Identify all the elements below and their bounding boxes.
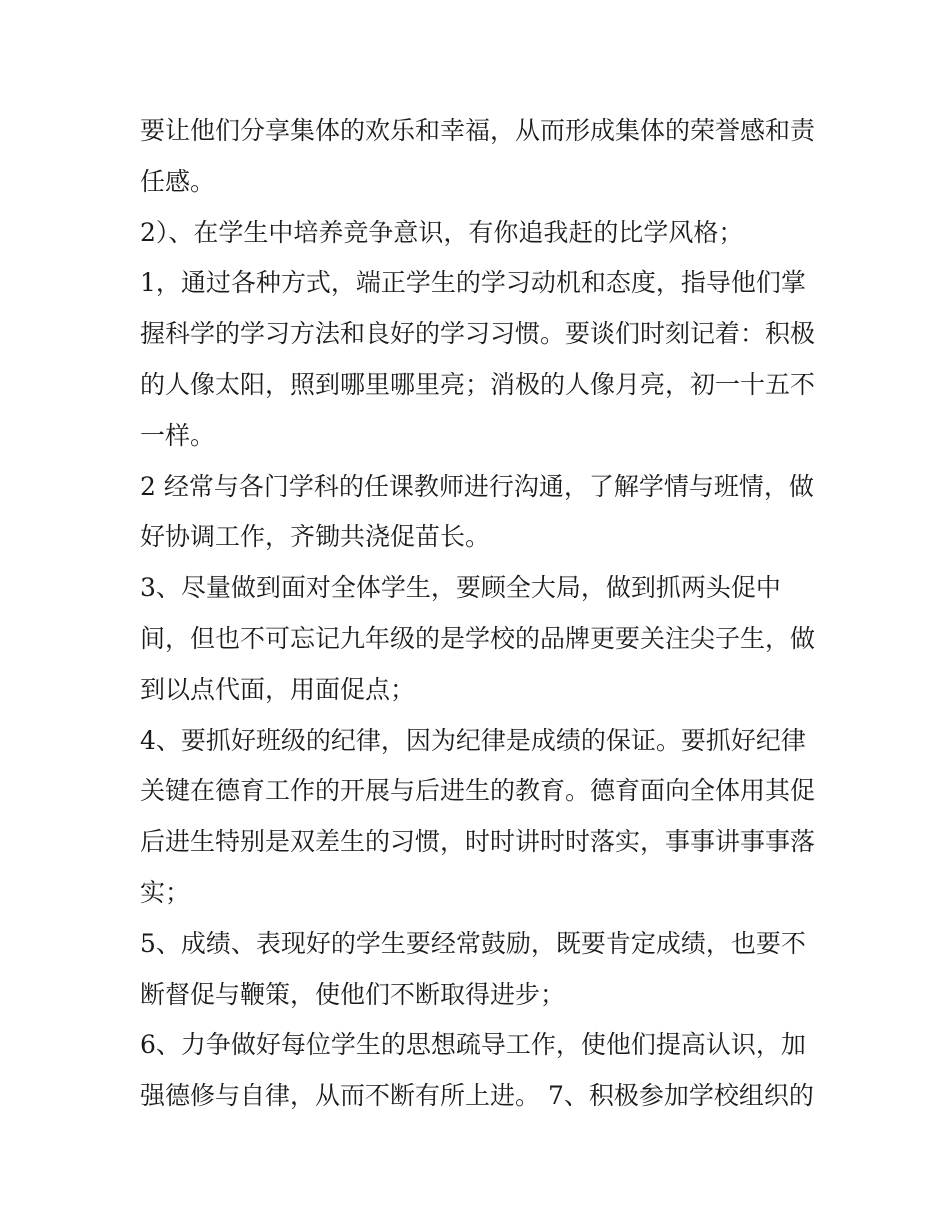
text-line: 间，但也不可忘记九年级的是学校的品牌更要关注尖子生，做 [140,623,816,653]
text-line: 后进生特别是双差生的习惯，时时讲时时落实，事事讲事事落 [140,827,816,857]
text-line: 2）、在学生中培养竞争意识，有你追我赶的比学风格； [140,217,744,247]
text-line: 的人像太阳，照到哪里哪里亮；消极的人像月亮，初一十五不 [140,369,816,399]
text-line: 6、力争做好每位学生的思想疏导工作，使他们提高认识，加 [140,1030,806,1060]
text-line: 2 经常与各门学科的任课教师进行沟通，了解学情与班情，做 [140,471,814,501]
text-line: 3、尽量做到面对全体学生，要顾全大局，做到抓两头促中 [140,573,781,603]
text-line: 到以点代面，用面促点； [140,674,416,704]
document-body [140,106,820,1122]
text-line: 实； [140,877,191,907]
text-line: 要让他们分享集体的欢乐和幸福，从而形成集体的荣誉感和责 [140,116,816,145]
text-line: 1，通过各种方式，端正学生的学习动机和态度，指导他们掌 [140,268,806,298]
text-line: 强德修与自律，从而不断有所上进。 7、积极参加学校组织的 [140,1081,814,1111]
text-line: 断督促与鞭策，使他们不断取得进步； [140,979,566,1009]
text-line: 4、要抓好班级的纪律，因为纪律是成绩的保证。要抓好纪律 [140,725,806,755]
text-line: 一样。 [140,420,216,450]
text-line: 任感。 [140,166,216,196]
text-line: 5、成绩、表现好的学生要经常鼓励，既要肯定成绩，也要不 [140,928,806,958]
text-line: 关键在德育工作的开展与后进生的教育。德育面向全体用其促 [140,776,816,806]
text-line: 好协调工作，齐锄共浇促苗长。 [140,522,491,552]
text-line: 握科学的学习方法和良好的学习习惯。要谈们时刻记着：积极 [140,319,816,349]
